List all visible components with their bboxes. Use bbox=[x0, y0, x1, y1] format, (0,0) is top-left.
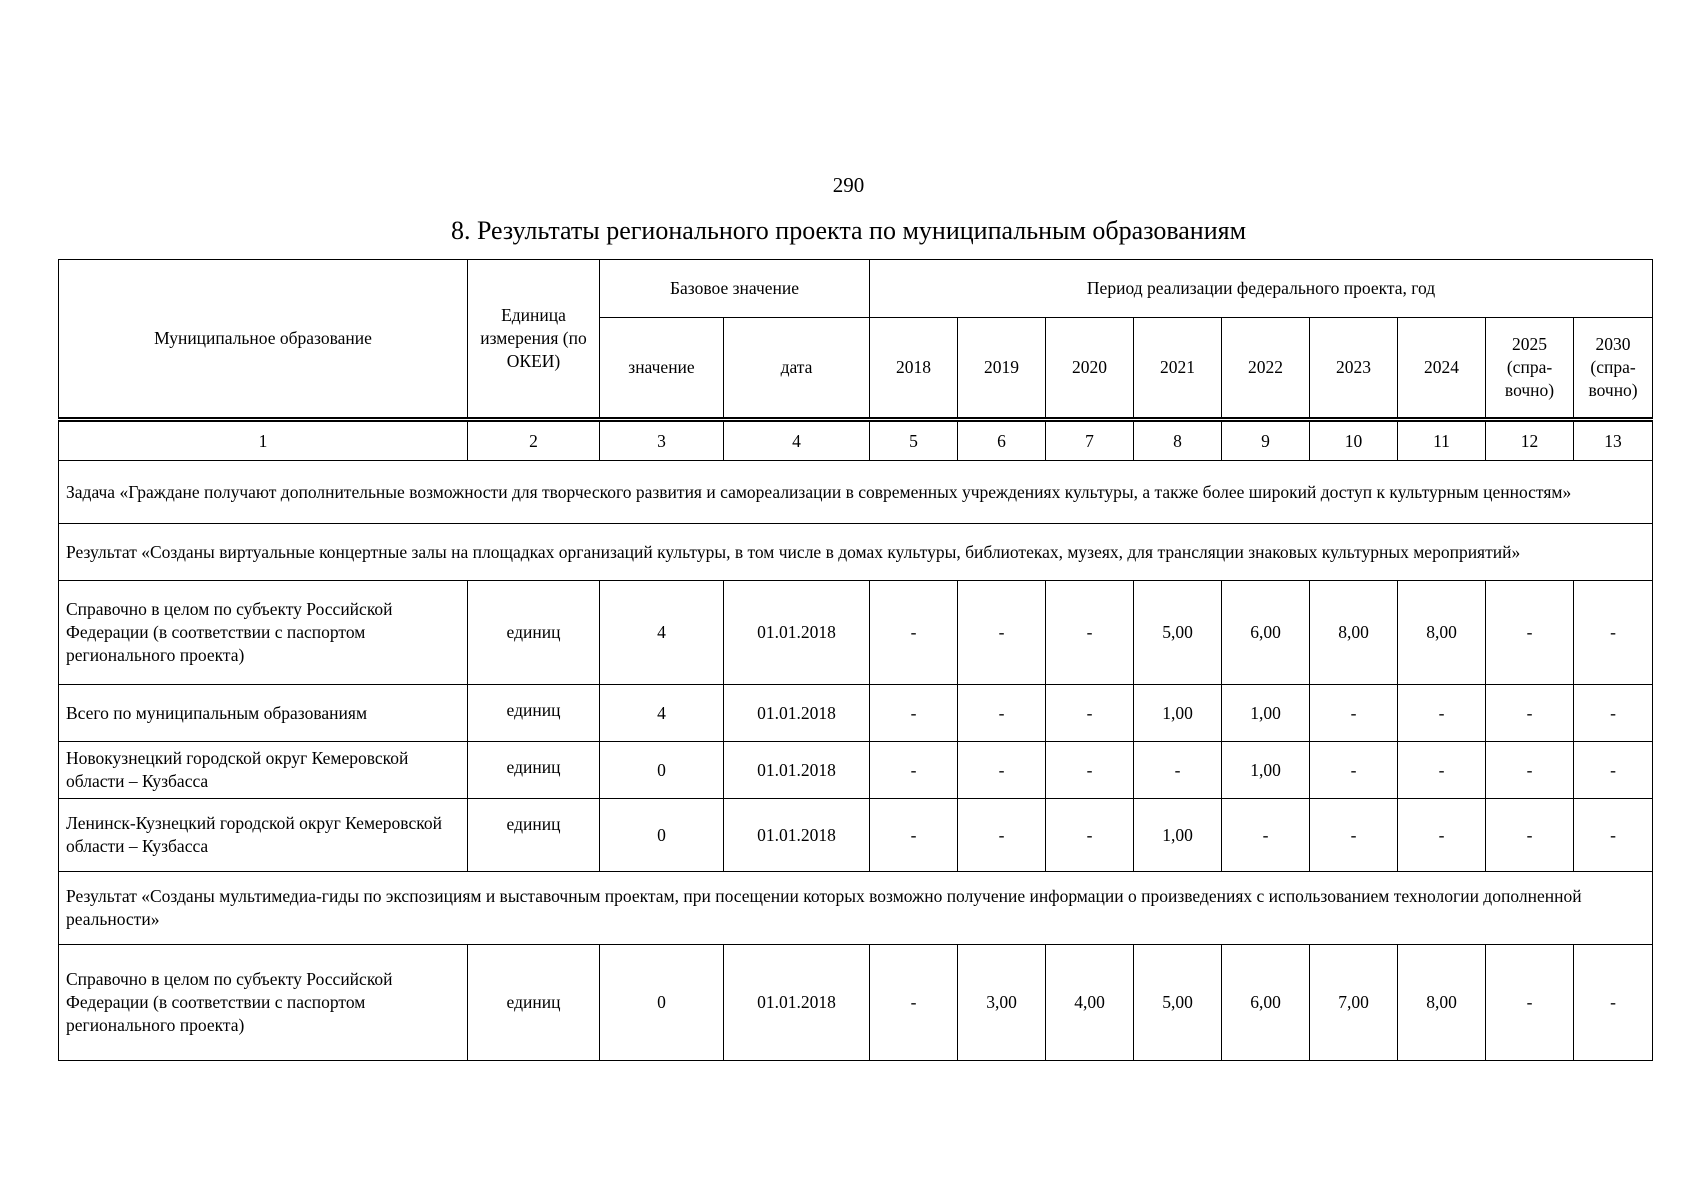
column-number: 5 bbox=[870, 420, 958, 461]
year-cell: - bbox=[1046, 742, 1134, 799]
year-cell: - bbox=[1574, 945, 1653, 1061]
year-cell: - bbox=[1398, 685, 1486, 742]
year-cell: 1,00 bbox=[1222, 742, 1310, 799]
column-number: 2 bbox=[468, 420, 600, 461]
year-cell: - bbox=[1310, 799, 1398, 872]
year-cell: 1,00 bbox=[1222, 685, 1310, 742]
year-cell: - bbox=[1486, 945, 1574, 1061]
header-unit: Единица измерения (по ОКЕИ) bbox=[468, 260, 600, 420]
year-cell: - bbox=[1486, 685, 1574, 742]
column-numbers-row bbox=[59, 420, 1653, 461]
table-row bbox=[59, 799, 1653, 872]
year-cell: 6,00 bbox=[1222, 581, 1310, 685]
year-cell: - bbox=[1222, 799, 1310, 872]
header-base-value: Базовое значение bbox=[600, 260, 870, 318]
base-value-cell: 0 bbox=[600, 799, 724, 872]
year-cell: 5,00 bbox=[1134, 581, 1222, 685]
base-value-cell: 0 bbox=[600, 742, 724, 799]
year-cell: - bbox=[1046, 581, 1134, 685]
year-cell: - bbox=[1574, 581, 1653, 685]
result-row bbox=[59, 872, 1653, 945]
column-number: 12 bbox=[1486, 420, 1574, 461]
unit-cell: единиц bbox=[468, 799, 600, 872]
year-cell: - bbox=[1046, 685, 1134, 742]
municipality-name: Ленинск-Кузнецкий городской округ Кемеровской области – Кузбасса bbox=[59, 799, 468, 872]
year-cell: - bbox=[1486, 742, 1574, 799]
municipality-name: Справочно в целом по субъекту Российской Федерации (в соответствии с паспортом регионального проекта) bbox=[59, 581, 468, 685]
unit-cell: единиц bbox=[468, 581, 600, 685]
header-period: Период реализации федерального проекта, год bbox=[870, 260, 1653, 318]
header-row-1 bbox=[59, 260, 1653, 318]
year-cell: - bbox=[1134, 742, 1222, 799]
section-title: 8. Результаты регионального проекта по муниципальным образованиям bbox=[450, 216, 1247, 245]
year-cell: 1,00 bbox=[1134, 799, 1222, 872]
base-value-cell: 4 bbox=[600, 685, 724, 742]
year-cell: - bbox=[870, 685, 958, 742]
header-year-2019: 2019 bbox=[958, 318, 1046, 420]
year-cell: - bbox=[958, 742, 1046, 799]
year-cell: - bbox=[870, 581, 958, 685]
base-date-cell: 01.01.2018 bbox=[724, 742, 870, 799]
header-year-2024: 2024 bbox=[1398, 318, 1486, 420]
column-number: 1 bbox=[59, 420, 468, 461]
year-cell: 4,00 bbox=[1046, 945, 1134, 1061]
year-cell: - bbox=[1398, 799, 1486, 872]
year-cell: 8,00 bbox=[1398, 581, 1486, 685]
year-cell: - bbox=[870, 945, 958, 1061]
base-date-cell: 01.01.2018 bbox=[724, 945, 870, 1061]
year-cell: - bbox=[1486, 581, 1574, 685]
table-row bbox=[59, 945, 1653, 1061]
year-cell: - bbox=[1398, 742, 1486, 799]
municipality-name: Новокузнецкий городской округ Кемеровской области – Кузбасса bbox=[59, 742, 468, 799]
result-title: Результат «Созданы виртуальные концертные залы на площадках организаций культуры, в том числе в домах культуры, библиотеках, музеях, для трансляции знаковых культурных мероприятий» bbox=[59, 524, 1653, 581]
header-year-2025: 2025 (спра-вочно) bbox=[1486, 318, 1574, 420]
year-cell: - bbox=[870, 799, 958, 872]
column-number: 8 bbox=[1134, 420, 1222, 461]
column-number: 3 bbox=[600, 420, 724, 461]
municipality-name: Всего по муниципальным образованиям bbox=[59, 685, 468, 742]
unit-cell: единиц bbox=[468, 685, 600, 742]
year-cell: - bbox=[870, 742, 958, 799]
table-row bbox=[59, 581, 1653, 685]
municipality-name: Справочно в целом по субъекту Российской Федерации (в соответствии с паспортом регионального проекта) bbox=[59, 945, 468, 1061]
header-date: дата bbox=[724, 318, 870, 420]
header-year-2022: 2022 bbox=[1222, 318, 1310, 420]
table-row bbox=[59, 685, 1653, 742]
header-year-2021: 2021 bbox=[1134, 318, 1222, 420]
base-date-cell: 01.01.2018 bbox=[724, 581, 870, 685]
unit-cell: единиц bbox=[468, 742, 600, 799]
task-text: Задача «Граждане получают дополнительные возможности для творческого развития и самореализации в современных учреждениях культуры, а также более широкий доступ к культурным ценностям» bbox=[59, 461, 1653, 524]
column-number: 13 bbox=[1574, 420, 1653, 461]
year-cell: - bbox=[1486, 799, 1574, 872]
header-year-2018: 2018 bbox=[870, 318, 958, 420]
header-year-2030: 2030 (спра-вочно) bbox=[1574, 318, 1653, 420]
result-title: Результат «Созданы мультимедиа-гиды по экспозициям и выставочным проектам, при посещении которых возможно получение информации о произведениях с использованием технологии дополненной реальности» bbox=[59, 872, 1653, 945]
year-cell: - bbox=[1574, 742, 1653, 799]
task-row bbox=[59, 461, 1653, 524]
year-cell: - bbox=[1046, 799, 1134, 872]
year-cell: 7,00 bbox=[1310, 945, 1398, 1061]
year-cell: 6,00 bbox=[1222, 945, 1310, 1061]
column-number: 9 bbox=[1222, 420, 1310, 461]
base-value-cell: 4 bbox=[600, 581, 724, 685]
unit-cell: единиц bbox=[468, 945, 600, 1061]
year-cell: - bbox=[1574, 685, 1653, 742]
year-cell: - bbox=[958, 799, 1046, 872]
page-number: 290 bbox=[832, 173, 865, 197]
base-value-cell: 0 bbox=[600, 945, 724, 1061]
year-cell: 5,00 bbox=[1134, 945, 1222, 1061]
year-cell: - bbox=[958, 581, 1046, 685]
column-number: 4 bbox=[724, 420, 870, 461]
header-municipality: Муниципальное образование bbox=[59, 260, 468, 420]
header-value: значение bbox=[600, 318, 724, 420]
year-cell: 8,00 bbox=[1310, 581, 1398, 685]
column-number: 7 bbox=[1046, 420, 1134, 461]
year-cell: - bbox=[1310, 685, 1398, 742]
result-row bbox=[59, 524, 1653, 581]
year-cell: - bbox=[958, 685, 1046, 742]
table-row bbox=[59, 742, 1653, 799]
results-table bbox=[58, 259, 1653, 1061]
header-year-2023: 2023 bbox=[1310, 318, 1398, 420]
year-cell: 1,00 bbox=[1134, 685, 1222, 742]
year-cell: 8,00 bbox=[1398, 945, 1486, 1061]
column-number: 10 bbox=[1310, 420, 1398, 461]
column-number: 6 bbox=[958, 420, 1046, 461]
base-date-cell: 01.01.2018 bbox=[724, 799, 870, 872]
column-number: 11 bbox=[1398, 420, 1486, 461]
header-year-2020: 2020 bbox=[1046, 318, 1134, 420]
year-cell: 3,00 bbox=[958, 945, 1046, 1061]
year-cell: - bbox=[1574, 799, 1653, 872]
base-date-cell: 01.01.2018 bbox=[724, 685, 870, 742]
year-cell: - bbox=[1310, 742, 1398, 799]
